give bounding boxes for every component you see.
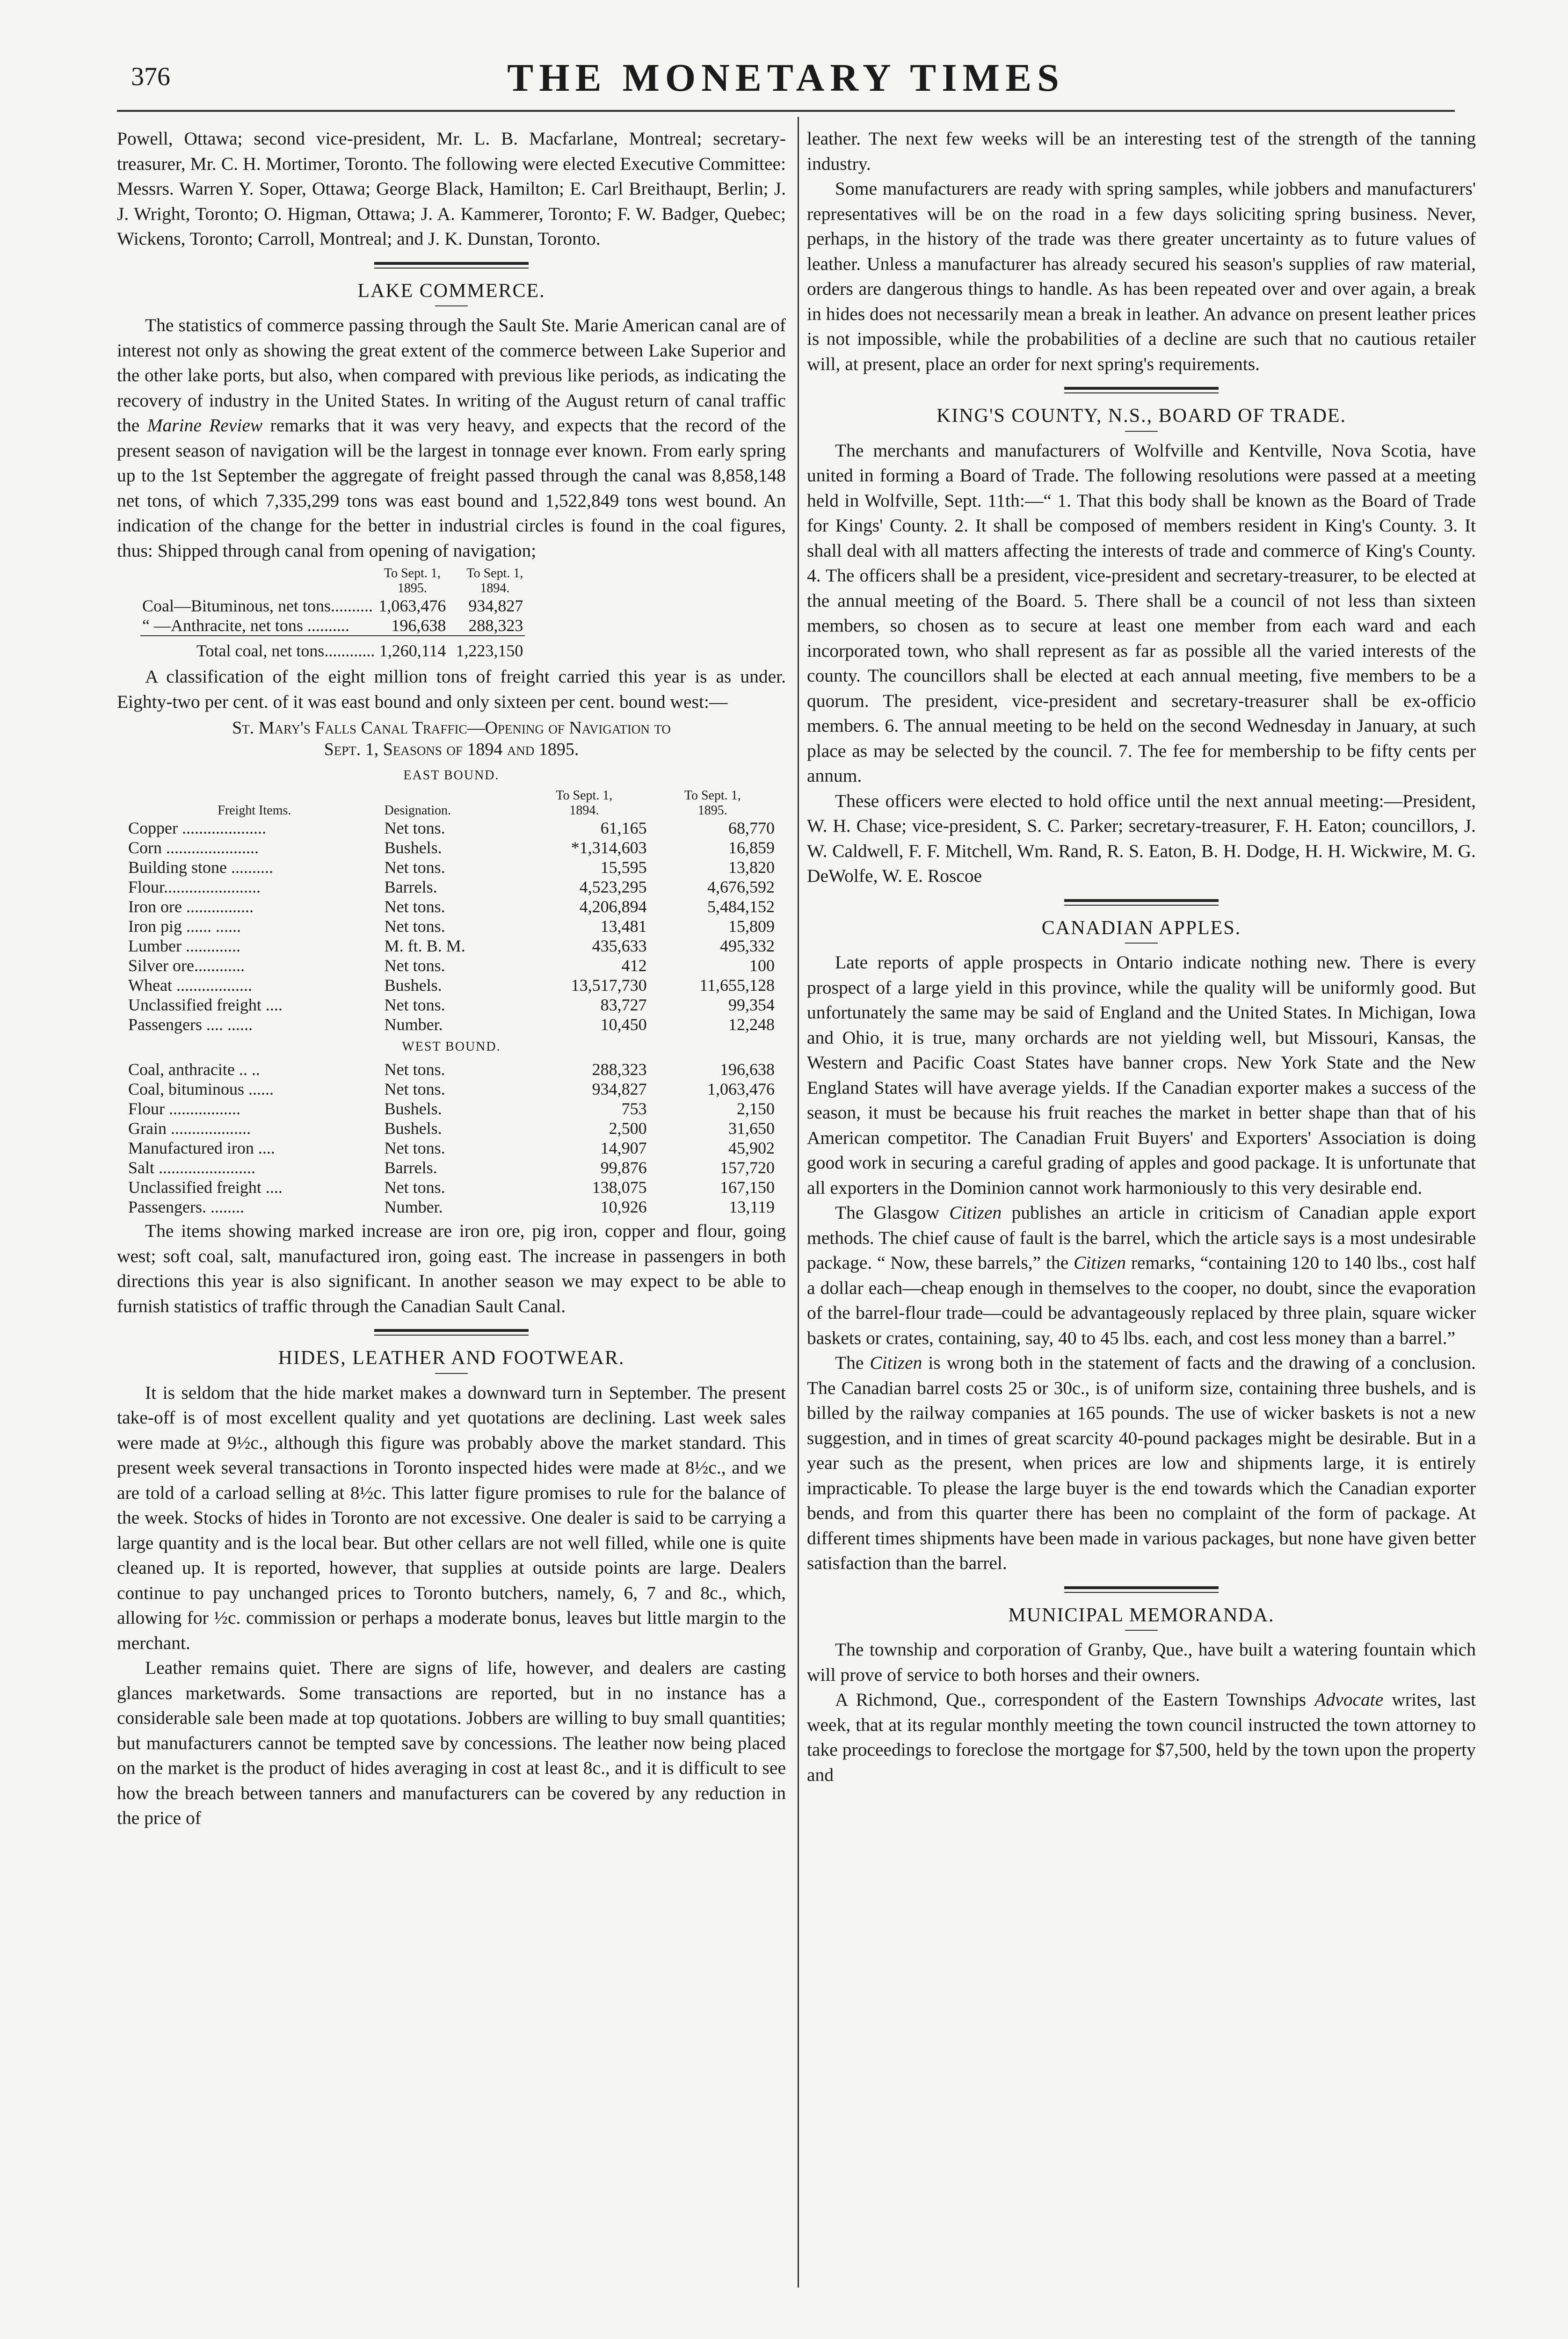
freight-value-1894: 2,500 [609, 1119, 647, 1138]
freight-table [126, 763, 777, 1217]
freight-designation: Net tons. [384, 1178, 445, 1197]
heading-dash [435, 1373, 468, 1374]
freight-col1-label: To Sept. 1, [556, 788, 613, 803]
west-bound-label: WEST BOUND. [402, 1039, 501, 1054]
freight-row [126, 975, 777, 995]
freight-value-1895: 68,770 [728, 819, 775, 837]
freight-item: Flour ................. [128, 1099, 241, 1118]
freight-item: Wheat .................. [128, 976, 252, 995]
freight-designation: Number. [384, 1198, 443, 1216]
canadian-apples-heading: CANADIAN APPLES. [1041, 917, 1241, 939]
west-bound-rows [126, 1060, 777, 1217]
freight-item: Salt ....................... [128, 1158, 256, 1177]
freight-col1-year: 1894. [569, 803, 599, 818]
left-column [117, 126, 786, 1831]
intro-paragraph: Powell, Ottawa; second vice-president, Mr. L. B. Macfarlane, Montreal; secretary-treasurer, Mr. C. H. Mortimer, Toronto. The following were elected Executive Committee: Messrs. Warren Y. Soper, Ottawa; George Black, Hamilton; E. Carl Breithaupt, Berlin; J. J. Wright, Toronto; O. Higman, Ottawa; J. A. Kammerer, Toronto; F. W. Badger, Quebec; Wickens, Toronto; Carroll, Montreal; and J. K. Dunstan, Toronto. [117, 128, 786, 249]
freight-value-1894: 15,595 [600, 858, 647, 877]
freight-value-1895: 12,248 [728, 1015, 775, 1034]
freight-item: Unclassified freight .... [128, 995, 283, 1014]
lake-paragraph-2: A classification of the eight million tons of freight carried this year is as under. Eighty-two per cent. of it was east bound and only sixteen per cent. bound west:— [117, 666, 786, 712]
column-divider [798, 117, 799, 2288]
coal-col1-header [377, 566, 448, 596]
east-bound-label: EAST BOUND. [403, 768, 500, 783]
freight-designation: Net tons. [384, 858, 445, 877]
freight-designation: Bushels. [384, 838, 442, 857]
heading-dash [435, 305, 468, 306]
freight-item: Iron pig ...... ...... [128, 917, 241, 936]
freight-value-1895: 2,150 [737, 1099, 775, 1118]
coal-total-row [140, 636, 525, 661]
citizen-title: Citizen [1074, 1252, 1126, 1273]
freight-designation: Number. [384, 1015, 443, 1034]
freight-designation: M. ft. B. M. [384, 937, 465, 955]
heading-dash [1125, 1630, 1158, 1631]
marine-review-title: Marine Review [147, 415, 263, 436]
freight-items-header: Freight Items. [218, 803, 291, 818]
coal-row-label: Coal—Bituminous, net tons.......... [142, 596, 373, 615]
freight-designation: Barrels. [384, 1158, 437, 1177]
coal-row-value: 1,063,476 [378, 596, 446, 615]
lake-paragraph-3: The items showing marked increase are iron ore, pig iron, copper and flour, going west; soft coal, salt, manufactured iron, going east. The increase in passengers in both directions this year is also significant. In another season we may expect to be able to furnish statistics of traffic through the Canadian Sault Canal. [117, 1220, 786, 1316]
lake-p1-text-b: remarks that it was very heavy, and expects that the record of the present season of navigation will be the largest in tonnage ever known. From early spring up to the 1st September the aggregate of freight passed through the canal was 8,858,148 net tons, of which 7,335,299 tons was east bound and 1,522,849 tons west bound. An indication of the change for the better in industrial circles is found in the coal figures, thus: Shipped through canal from opening of navigation; [117, 415, 786, 561]
freight-value-1894: 10,926 [600, 1198, 647, 1216]
freight-designation: Net tons. [384, 956, 445, 975]
coal-row [140, 616, 525, 636]
freight-item: Silver ore............ [128, 956, 245, 975]
traffic-title-line-1: St. Mary's Falls Canal Traffic—Opening of Navigation to [232, 718, 671, 738]
municipal-p2-text-a: A Richmond, Que., correspondent of the Eastern Townships [835, 1689, 1315, 1710]
hides-heading: HIDES, LEATHER AND FOOTWEAR. [278, 1347, 625, 1369]
freight-value-1894: 412 [621, 956, 647, 975]
freight-row [126, 1079, 777, 1099]
freight-row [126, 877, 777, 897]
apples-paragraph-3 [807, 1351, 1476, 1576]
freight-item: Passengers .... ...... [128, 1015, 253, 1034]
freight-designation: Net tons. [384, 897, 445, 916]
traffic-title-line-2: Sept. 1, Seasons of 1894 and 1895. [324, 740, 579, 759]
advocate-title: Advocate [1314, 1689, 1384, 1710]
kings-county-heading: KING'S COUNTY, N.S., BOARD OF TRADE. [936, 405, 1347, 427]
freight-value-1895: 15,809 [728, 917, 775, 936]
citizen-title: Citizen [870, 1352, 922, 1373]
freight-value-1895: 99,354 [728, 995, 775, 1014]
freight-value-1895: 157,720 [720, 1158, 775, 1177]
freight-row [126, 936, 777, 956]
coal-row-value: 288,323 [468, 616, 523, 635]
freight-value-1894: 61,165 [600, 819, 647, 837]
freight-value-1895: 13,119 [729, 1198, 775, 1216]
freight-item: Building stone .......... [128, 858, 274, 877]
freight-value-1894: 4,206,894 [579, 897, 647, 916]
coal-table [140, 566, 525, 661]
lake-paragraph-1 [117, 313, 786, 563]
freight-value-1894: 435,633 [592, 937, 647, 955]
freight-value-1895: 1,063,476 [707, 1080, 775, 1098]
freight-value-1894: 4,523,295 [579, 878, 647, 896]
freight-value-1894: 753 [621, 1099, 647, 1118]
freight-row [126, 1197, 777, 1217]
section-separator [1064, 899, 1219, 906]
coal-row-value: 196,638 [391, 616, 446, 635]
freight-item: Iron ore ................ [128, 897, 254, 916]
section-separator [1064, 387, 1219, 393]
apples-p3-text-a: The [835, 1352, 870, 1373]
coal-total-label: Total coal, net tons............ [196, 641, 375, 660]
freight-designation: Net tons. [384, 917, 445, 936]
freight-row [126, 1158, 777, 1177]
freight-row [126, 995, 777, 1015]
heading-dash [1125, 431, 1158, 432]
freight-value-1894: 138,075 [592, 1178, 647, 1197]
coal-col2-year: 1894. [480, 581, 510, 596]
freight-item: Flour....................... [128, 878, 261, 896]
freight-value-1895: 4,676,592 [707, 878, 775, 896]
freight-col2-label: To Sept. 1, [684, 788, 741, 803]
freight-value-1895: 5,484,152 [707, 897, 775, 916]
apples-p2-text-b: publishes an article in criticism of Canadian apple export methods. The chief cause of fault is the barrel, which the article says is a most undesirable package. “ Now, these barrels,” the [807, 1202, 1476, 1273]
municipal-paragraph-2 [807, 1687, 1476, 1787]
freight-value-1894: 99,876 [600, 1158, 647, 1177]
freight-value-1895: 100 [749, 956, 775, 975]
freight-value-1895: 495,332 [720, 937, 775, 955]
freight-item: Grain ................... [128, 1119, 251, 1138]
freight-value-1895: 11,655,128 [699, 976, 775, 995]
municipal-heading: MUNICIPAL MEMORANDA. [1008, 1604, 1275, 1626]
freight-row [126, 1177, 777, 1197]
freight-item: Coal, anthracite .. .. [128, 1060, 260, 1079]
freight-value-1895: 45,902 [728, 1139, 775, 1157]
freight-item: Lumber ............. [128, 937, 240, 955]
coal-row [140, 596, 525, 616]
lake-p1-text-a: The statistics of commerce passing through the Sault Ste. Marie American canal are of interest not only as showing the great extent of the commerce between Lake Superior and the other lake ports, but also, when compared with previous like periods, as indicating the recovery of industry in the United States. In writing of the August return of canal traffic the [117, 315, 786, 436]
freight-value-1895: 16,859 [728, 838, 775, 857]
freight-designation: Net tons. [384, 819, 445, 837]
apples-p2-text-a: The Glasgow [835, 1202, 950, 1223]
hides-continued-1: leather. The next few weeks will be an interesting test of the strength of the tanning industry. [807, 128, 1476, 174]
heading-dash [1125, 943, 1158, 944]
freight-col1-header [520, 788, 649, 818]
coal-col1-label: To Sept. 1, [384, 566, 441, 581]
lake-commerce-heading: LAKE COMMERCE. [357, 280, 545, 302]
freight-value-1894: *1,314,603 [571, 838, 647, 857]
coal-row-value: 934,827 [468, 596, 523, 615]
hides-paragraph-1: It is seldom that the hide market makes a downward turn in September. The present take-off is of most excellent quality and yet quotations are declining. Last week sales were made at 9½c., although this figure was probably above the market standard. This present week several transactions in Toronto inspected hides were made at 8½c., and we are told of a carload selling at 8½c. This latter figure promises to rule for the balance of the week. Stocks of hides in Toronto are not excessive. One dealer is said to be carrying a large quantity and is the local bear. But other cellars are not well filled, while one is quite cleaned up. It is reported, however, that supplies at outside points are large. Dealers continue to pay unchanged prices to Toronto butchers, namely, 6, 7 and 8c., which, allowing for ½c. commission or perhaps a moderate bonus, leaves but little margin to the merchant. [117, 1382, 786, 1653]
freight-value-1894: 14,907 [600, 1139, 647, 1157]
freight-designation: Net tons. [384, 1080, 445, 1098]
hides-paragraph-2: Leather remains quiet. There are signs of life, however, and dealers are casting glances marketwards. Some transactions are reported, but in no instance has a considerable sale been made at top quotations. Jobbers are willing to buy small quantities; but manufacturers cannot be tempted save by concessions. The leather now being placed on the market is the product of hides averaging in cost at least 8c., and it is difficult to see how the breach between tanners and manufacturers can be covered by any reduction in the price of [117, 1657, 786, 1828]
freight-value-1894: 10,450 [600, 1015, 647, 1034]
freight-value-1894: 13,481 [600, 917, 647, 936]
coal-total-value: 1,223,150 [456, 641, 523, 660]
freight-col2-year: 1895. [697, 803, 727, 818]
freight-row [126, 1099, 777, 1119]
masthead-title: THE MONETARY TIMES [507, 56, 1065, 100]
page-number: 376 [131, 62, 170, 91]
coal-row-label: “ —Anthracite, net tons .......... [142, 616, 349, 635]
citizen-title: Citizen [949, 1202, 1002, 1223]
freight-designation: Bushels. [384, 976, 442, 995]
header-rule [117, 110, 1455, 112]
apples-paragraph-1: Late reports of apple prospects in Ontario indicate nothing new. There is every prospect of a large yield in this province, while the quality will be uniformly good. But unfortunately the same may be said of England and the United States. In Michigan, Iowa and Ohio, it is true, many orchards are not yielding well, but Missouri, Kansas, the Western and Pacific Coast States have banner crops. New York State and the New England States will have average yields. If the Canadian exporter makes a success of the season, it must be because his fruit reaches the market in better shape than that of his American competitor. The Canadian Fruit Buyers' and Exporters' Association is doing good work in securing a careful grading of apples and good package. It is unfortunate that all exporters in the Dominion cannot work harmoniously to this very desirable end. [807, 952, 1476, 1198]
freight-row [126, 1138, 777, 1158]
apples-p2-text-c: remarks, “containing 120 to 140 lbs., cost half a dollar each—cheap enough in themselves to the cooper, no doubt, since the evaporation of the barrel-flour trade—could be advantageously replaced by three plain, square wicker baskets or crates, containing, say, 40 to 45 lbs. each, and cost less money than a barrel.” [807, 1252, 1476, 1348]
municipal-p2-text-b: writes, last week, that at its regular monthly meeting the town council instructed the town attorney to take proceedings to foreclose the mortgage for $7,500, held by the town upon the property and [807, 1689, 1476, 1785]
hides-continued-2: Some manufacturers are ready with spring samples, while jobbers and manufacturers' representatives will be on the road in a few days soliciting spring business. Never, perhaps, in the history of the trade was there greater uncertainty as to future values of leather. Unless a manufacturer has already secured his season's supplies of raw material, orders are dangerous things to handle. As has been repeated over and over again, a break in hides does not necessarily mean a break in leather. An advance on present leather prices is not impossible, while the probabilities of a decline are such that no cautious retailer will, at present, place an order for next spring's requirements. [807, 178, 1476, 374]
freight-item: Coal, bituminous ...... [128, 1080, 274, 1098]
freight-item: Unclassified freight .... [128, 1178, 283, 1197]
freight-designation: Bushels. [384, 1119, 442, 1138]
freight-row [126, 1015, 777, 1034]
freight-item: Manufactured iron .... [128, 1139, 275, 1157]
freight-designation: Net tons. [384, 995, 445, 1014]
freight-row [126, 897, 777, 916]
freight-item: Corn ...................... [128, 838, 259, 857]
section-separator [374, 1329, 529, 1336]
freight-row [126, 1119, 777, 1138]
freight-item: Copper .................... [128, 819, 266, 837]
section-separator [1064, 1586, 1219, 1593]
freight-row [126, 916, 777, 936]
apples-paragraph-2 [807, 1200, 1476, 1351]
freight-row [126, 818, 777, 838]
freight-designation: Bushels. [384, 1099, 442, 1118]
freight-value-1895: 31,650 [728, 1119, 775, 1138]
freight-row [126, 857, 777, 877]
designation-header: Designation. [384, 803, 451, 818]
freight-row [126, 838, 777, 857]
coal-col1-year: 1895. [397, 581, 427, 596]
freight-value-1894: 13,517,730 [571, 976, 647, 995]
freight-designation: Net tons. [384, 1139, 445, 1157]
freight-designation: Net tons. [384, 1060, 445, 1079]
freight-designation: Barrels. [384, 878, 437, 896]
coal-col2-header [448, 566, 525, 596]
freight-value-1895: 13,820 [728, 858, 775, 877]
freight-col2-header [649, 788, 777, 818]
apples-p3-text-b: is wrong both in the statement of facts and the drawing of a conclusion. The Canadian barrel costs 25 or 30c., is of uniform size, containing three bushels, and is billed by the railway companies at 165 pounds. The use of wicker baskets is not a new suggestion, and in times of great scarcity 40-pound packages might be desirable. But in a year such as the present, when prices are low and shipments large, it is entirely impracticable. To please the large buyer is the end towards which the Canadian exporter bends, and from this quarter there has been no complaint of the form of package. At different times shipments have been made in various packages, but none have given better satisfaction than the barrel. [807, 1352, 1476, 1573]
page-header [112, 55, 1459, 107]
section-separator [374, 262, 529, 269]
kings-paragraph-2: These officers were elected to hold office until the next annual meeting:—President, W. H. Chase; vice-president, S. C. Parker; secretary-treasurer, F. H. Eaton; councillors, J. W. Caldwell, F. F. Mitchell, Wm. Rand, R. S. Eaton, B. H. Dodge, H. H. Wickwire, M. G. DeWolfe, W. E. Roscoe [807, 790, 1476, 886]
freight-item: Passengers. ........ [128, 1198, 244, 1216]
freight-value-1894: 934,827 [592, 1080, 647, 1098]
freight-value-1895: 167,150 [720, 1178, 775, 1197]
coal-total-value: 1,260,114 [379, 641, 446, 660]
traffic-table-title [117, 717, 786, 760]
east-bound-rows [126, 818, 777, 1034]
right-column [807, 126, 1476, 1787]
freight-value-1895: 196,638 [720, 1060, 775, 1079]
freight-value-1894: 83,727 [600, 995, 647, 1014]
freight-row [126, 1060, 777, 1079]
municipal-paragraph-1: The township and corporation of Granby, Que., have built a watering fountain which will prove of service to both horses and their owners. [807, 1639, 1476, 1685]
freight-value-1894: 288,323 [592, 1060, 647, 1079]
coal-col2-label: To Sept. 1, [466, 566, 523, 581]
kings-paragraph-1: The merchants and manufacturers of Wolfville and Kentville, Nova Scotia, have united in forming a Board of Trade. The following resolutions were passed at a meeting held in Wolfville, Sept. 11th:—“ 1. That this body shall be known as the Board of Trade for Kings' County. 2. It shall be composed of members resident in King's County. 3. It shall deal with all matters affecting the interests of trade and commerce of King's County. 4. The officers shall be a president, vice-president and secretary-treasurer, to be elected at the annual meeting of the Board. 5. There shall be a council of not less than sixteen members, so chosen as to secure at least one member from each ward and each incorporated town, who shall represent as far as possible all the varied interests of the county. The councillors shall be elected at each annual meeting, five members to be a quorum. The president, vice-president and secretary-treasurer shall be ex-officio members. 6. The annual meeting to be held on the second Wednesday in January, at such place as may be selected by the council. 7. The fee for membership to be fifty cents per annum. [807, 440, 1476, 786]
freight-row [126, 956, 777, 975]
